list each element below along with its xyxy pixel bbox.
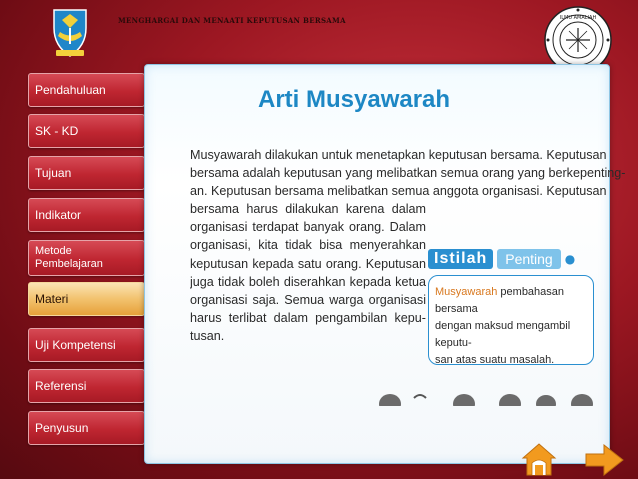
paragraph-line: Musyawarah dilakukan untuk menetapkan keputusan bersama. Keputusan xyxy=(190,148,607,162)
page-header-title: MENGHARGAI DAN MENAATI KEPUTUSAN BERSAMA xyxy=(118,16,346,25)
glossary-term: Musyawarah xyxy=(435,286,498,298)
sidebar-item-tujuan[interactable] xyxy=(28,156,145,190)
sidebar-item-uji-kompetensi[interactable] xyxy=(28,328,145,362)
paragraph-line: juga tidak boleh diserahkan kepada ketua xyxy=(190,274,426,289)
home-icon[interactable] xyxy=(520,440,558,478)
sidebar-item-sk-kd[interactable] xyxy=(28,114,145,148)
sidebar-nav xyxy=(28,0,146,479)
paragraph-line: bersama adalah keputusan yang melibatkan semua orang yang berkepenting- xyxy=(190,166,626,181)
glossary-definition-3: san atas suatu masalah. xyxy=(435,354,555,366)
sidebar-item-pendahuluan[interactable] xyxy=(28,73,145,107)
paragraph-line: organisasi saja. Semua warga organisasi xyxy=(190,292,426,307)
glossary-definition-2: dengan maksud mengambil keputu- xyxy=(435,320,571,349)
paragraph-line: an. Keputusan bersama melibatkan semua anggota organisasi. Keputusan xyxy=(190,184,607,199)
paragraph-line: organisasi, kita tidak bisa menyerahkan xyxy=(190,238,426,253)
sidebar-item-penyusun[interactable] xyxy=(28,411,145,445)
glossary-definition-1: pembahasan bersama xyxy=(435,286,565,315)
sidebar-item-label-line2: Pembelajaran xyxy=(35,258,103,270)
glossary-tag: Penting xyxy=(497,249,560,269)
paragraph-line: keputusan kepada satu orang. Keputusan xyxy=(190,256,426,271)
bullet-dot-icon: ● xyxy=(564,252,576,266)
content-title: Arti Musyawarah xyxy=(258,86,451,113)
sidebar-item-label: Uji Kompetensi xyxy=(35,338,116,352)
paragraph-line: bersama harus dilakukan karena dalam xyxy=(190,202,426,217)
people-illustration xyxy=(370,384,600,406)
sidebar-item-materi[interactable] xyxy=(28,282,145,316)
sidebar-item-label: Pendahuluan xyxy=(35,83,106,97)
paragraph-line: harus terlibat dalam pengambilan kepu- xyxy=(190,310,426,325)
sidebar-item-label: Referensi xyxy=(35,379,87,393)
glossary-body xyxy=(428,275,594,365)
sidebar-item-label-line1: Metode xyxy=(35,245,72,257)
glossary-heading: Istilah xyxy=(428,249,493,269)
glossary-box xyxy=(428,247,594,365)
sidebar-item-metode-pembelajaran[interactable] xyxy=(28,240,145,276)
sidebar-item-label: Indikator xyxy=(35,208,82,222)
sidebar-item-label: Materi xyxy=(35,292,69,306)
sidebar-item-referensi[interactable] xyxy=(28,369,145,403)
glossary-header xyxy=(428,247,592,271)
sidebar-item-label: SK - KD xyxy=(35,124,79,138)
paragraph-line: tusan. xyxy=(190,328,225,343)
sidebar-item-label: Penyusun xyxy=(35,421,89,435)
sidebar-item-label: Tujuan xyxy=(35,166,72,180)
sidebar-item-indikator[interactable] xyxy=(28,198,145,232)
arrow-right-icon[interactable] xyxy=(584,444,624,476)
emblem-text: ILMU AMALIAH xyxy=(559,15,597,21)
paragraph-line: organisasi terdapat banyak orang. Dalam xyxy=(190,220,426,235)
